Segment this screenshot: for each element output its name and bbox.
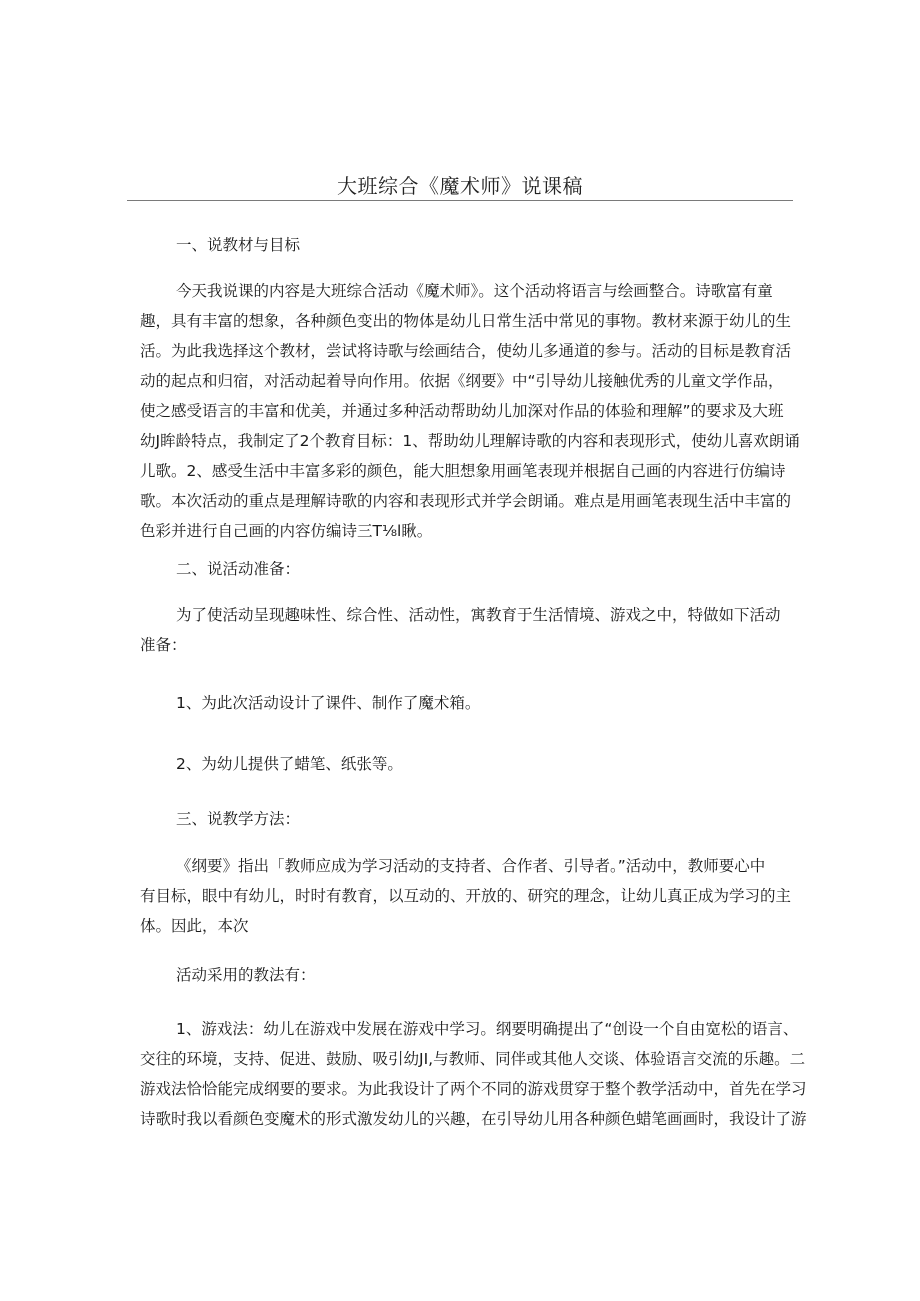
paragraph-line: 准备： (140, 636, 187, 654)
paragraph-line: 有目标，眼中有幼儿，时时有教育，以互动的、开放的、研究的理念，让幼儿真正成为学习的主 (140, 887, 792, 905)
paragraph-line: 交往的环境，支持、促进、鼓励、吸引幼JI,与教师、同伴或其他人交谈、体验语言交流的乐趣。二 (140, 1050, 806, 1068)
paragraph-line: 《纲要》指出「教师应成为学习活动的支持者、合作者、引导者。”活动中，教师要心中 (176, 857, 766, 875)
paragraph-line: 色彩并进行自己画的内容仿编诗三T⅛l瞅。 (140, 522, 433, 540)
methods-label: 活动采用的教法有： (176, 966, 316, 984)
paragraph-line: 歌。本次活动的重点是理解诗歌的内容和表现形式并学会朗诵。难点是用画笔表现生活中丰富的 (140, 492, 792, 510)
title-underline (127, 200, 793, 201)
section1-paragraph (140, 276, 800, 546)
paragraph-line: 游戏法恰恰能完成纲要的要求。为此我设计了两个不同的游戏贯穿于整个教学活动中，首先在学习 (140, 1080, 807, 1098)
paragraph-line: 活。为此我选择这个教材，尝试将诗歌与绘画结合，使幼儿多通道的参与。活动的目标是教育活 (140, 342, 792, 360)
section3-heading: 三、说教学方法： (176, 810, 301, 828)
method1-paragraph (140, 1014, 807, 1134)
paragraph-line: 1、游戏法：幼儿在游戏中发展在游戏中学习。纲要明确提出了“创设一个自由宽松的语言、 (176, 1020, 799, 1038)
section2-heading: 二、说活动准备： (176, 560, 301, 578)
section2-item-2: 2、为幼儿提供了蜡笔、纸张等。 (176, 755, 403, 773)
paragraph-line: 动的起点和归宿，对活动起着导向作用。依据《纲要》中“引导幼儿接触优秀的儿童文学作品， (140, 372, 784, 390)
paragraph-line: 今天我说课的内容是大班综合活动《魔术师》。这个活动将语言与绘画整合。诗歌富有童 (176, 282, 773, 300)
paragraph-line: 儿歌。2、感受生活中丰富多彩的颜色，能大胆想象用画笔表现并根据自己画的内容进行仿编诗 (140, 462, 786, 480)
paragraph-line: 趣，具有丰富的想象，各种颜色变出的物体是幼儿日常生活中常见的事物。教材来源于幼儿的生 (140, 312, 792, 330)
section3-quote (140, 851, 800, 941)
paragraph-line: 幼J眸龄特点，我制定了2个教育目标：1、帮助幼儿理解诗歌的内容和表现形式，使幼儿喜欢朗诵 (140, 432, 800, 450)
section2-intro (140, 600, 800, 660)
paragraph-line: 使之感受语言的丰富和优美，并通过多种活动帮助幼儿加深对作品的体验和理解”的要求及大班 (140, 402, 784, 420)
document-title: 大班综合《魔术师》说课稿 (337, 174, 583, 198)
paragraph-line: 为了使活动呈现趣味性、综合性、活动性，寓教育于生活情境、游戏之中，特做如下活动 (176, 606, 781, 624)
paragraph-line: 体。因此，本次 (140, 917, 249, 935)
section2-item-1: 1、为此次活动设计了课件、制作了魔术箱。 (176, 694, 481, 712)
paragraph-line: 诗歌时我以看颜色变魔术的形式激发幼儿的兴趣，在引导幼儿用各种颜色蜡笔画画时，我设计了游 (140, 1110, 807, 1128)
section1-heading: 一、说教材与目标 (176, 236, 301, 254)
